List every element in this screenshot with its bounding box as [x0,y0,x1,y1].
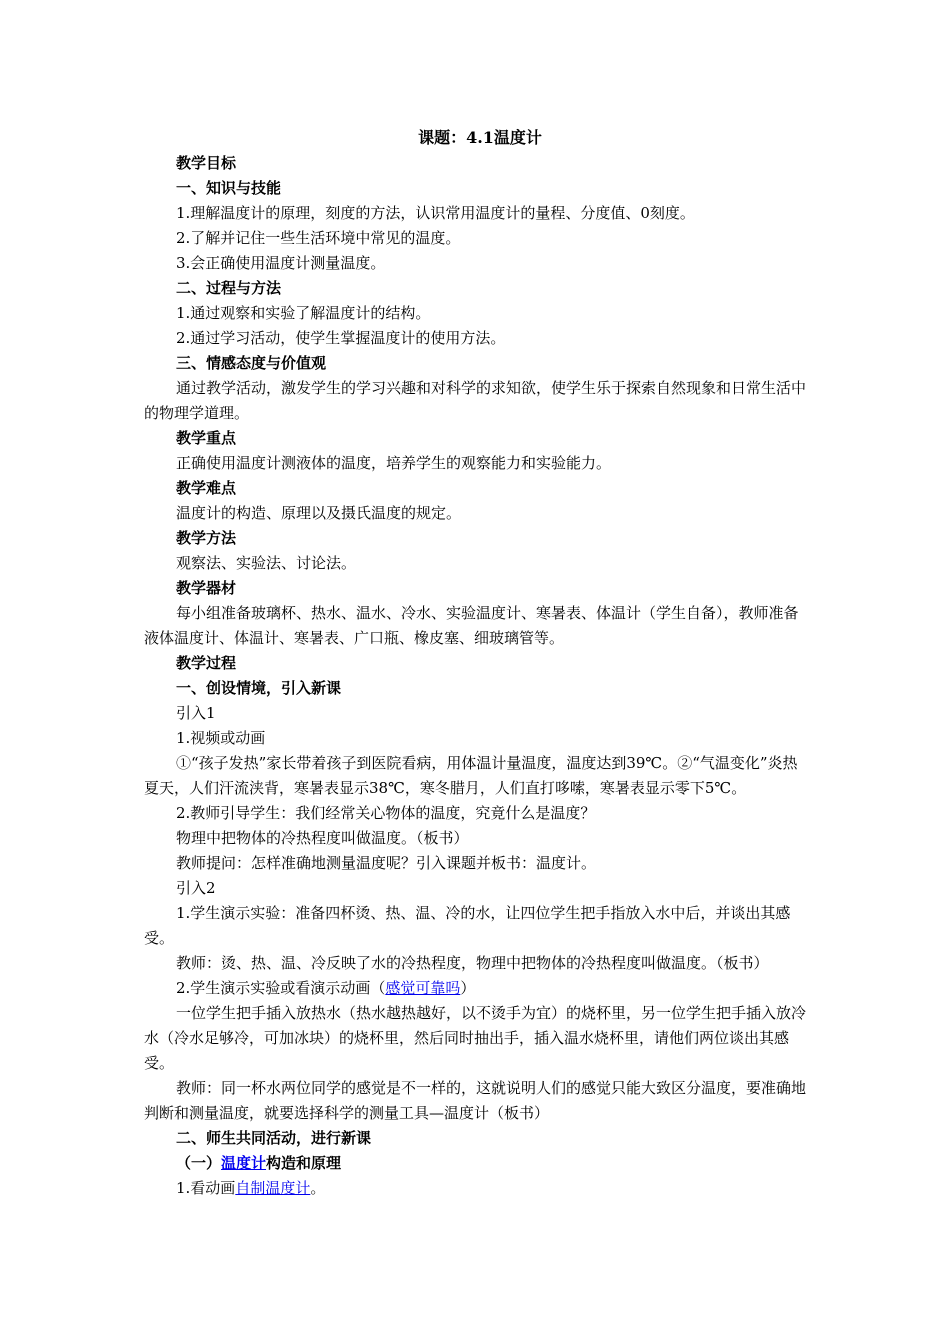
paragraph: 2.教师引导学生：我们经常关心物体的温度，究竟什么是温度？ [176,804,596,822]
heading-goals: 教学目标 [176,154,237,172]
heading-difficulties: 教学难点 [176,479,237,497]
text: 。 [310,1179,326,1197]
subheading-thermometer [144,1151,808,1176]
text: ） [460,979,476,997]
paragraph: 一位学生把手插入放热水（热水越热越好，以不烫手为宜）的烧杯里，另一位学生把手插入放冷水（冷水足够冷，可加冰块）的烧杯里，然后同时抽出手，插入温水烧杯里，请他们两位谈出其感受。 [144,1004,807,1072]
paragraph: 教师：烫、热、温、冷反映了水的冷热程度，物理中把物体的冷热程度叫做温度。（板书） [176,954,769,972]
link-homemade-thermometer[interactable]: 自制温度计 [235,1179,311,1197]
paragraph: 观察法、实验法、讨论法。 [176,554,357,572]
heading-key-points: 教学重点 [176,429,237,447]
heading-teaching-process: 教学过程 [176,654,237,672]
paragraph: 3.会正确使用温度计测量温度。 [176,254,386,272]
paragraph: 2.了解并记住一些生活环境中常见的温度。 [176,229,461,247]
heading-knowledge-skills: 一、知识与技能 [176,179,282,197]
paragraph: 1.学生演示实验：准备四杯烫、热、温、冷的水，让四位学生把手指放入水中后，并谈出其感受。 [144,904,791,947]
paragraph: 1.理解温度计的原理，刻度的方法，认识常用温度计的量程、分度值、0刻度。 [176,204,695,222]
link-thermometer[interactable]: 温度计 [221,1154,267,1172]
paragraph: 引入1 [176,704,216,722]
text: 2.学生演示实验或看演示动画（ [176,979,386,997]
text: 构造和原理 [266,1154,342,1172]
paragraph [144,976,808,1001]
paragraph: 每小组准备玻璃杯、热水、温水、冷水、实验温度计、寒暑表、体温计（学生自备），教师准备液体温度计、体温计、寒暑表、广口瓶、橡皮塞、细玻璃管等。 [144,604,799,647]
document-page [144,124,808,1201]
paragraph: 教师：同一杯水两位同学的感觉是不一样的，这就说明人们的感觉只能大致区分温度，要准确地判断和测量温度，就要选择科学的测量工具—温度计（板书） [144,1079,807,1122]
heading-part-two: 二、师生共同活动，进行新课 [176,1129,372,1147]
lesson-title: 课题：4.1温度计 [418,128,542,147]
text: （一） [176,1154,222,1172]
heading-part-one: 一、创设情境，引入新课 [176,679,342,697]
heading-equipment: 教学器材 [176,579,237,597]
paragraph: 温度计的构造、原理以及摄氏温度的规定。 [176,504,462,522]
paragraph: 2.通过学习活动，使学生掌握温度计的使用方法。 [176,329,506,347]
paragraph: ①“孩子发热”家长带着孩子到医院看病，用体温计量温度，温度达到39℃。②“气温变化”炎热夏天，人们汗流浃背，寒暑表显示38℃，寒冬腊月，人们直打哆嗦，寒暑表显示零下5℃。 [144,754,798,797]
heading-process-method: 二、过程与方法 [176,279,282,297]
paragraph: 1.通过观察和实验了解温度计的结构。 [176,304,431,322]
paragraph: 物理中把物体的冷热程度叫做温度。（板书） [176,829,469,847]
paragraph: 正确使用温度计测液体的温度，培养学生的观察能力和实验能力。 [176,454,612,472]
link-feeling-reliable[interactable]: 感觉可靠吗 [385,979,461,997]
paragraph [144,1176,808,1201]
paragraph: 通过教学活动，激发学生的学习兴趣和对科学的求知欲，使学生乐于探索自然现象和日常生活中的物理学道理。 [144,379,807,422]
heading-emotion-values: 三、情感态度与价值观 [176,354,327,372]
paragraph: 1.视频或动画 [176,729,266,747]
paragraph: 引入2 [176,879,216,897]
paragraph: 教师提问：怎样准确地测量温度呢？引入课题并板书：温度计。 [176,854,597,872]
heading-methods: 教学方法 [176,529,237,547]
text: 1.看动画 [176,1179,236,1197]
